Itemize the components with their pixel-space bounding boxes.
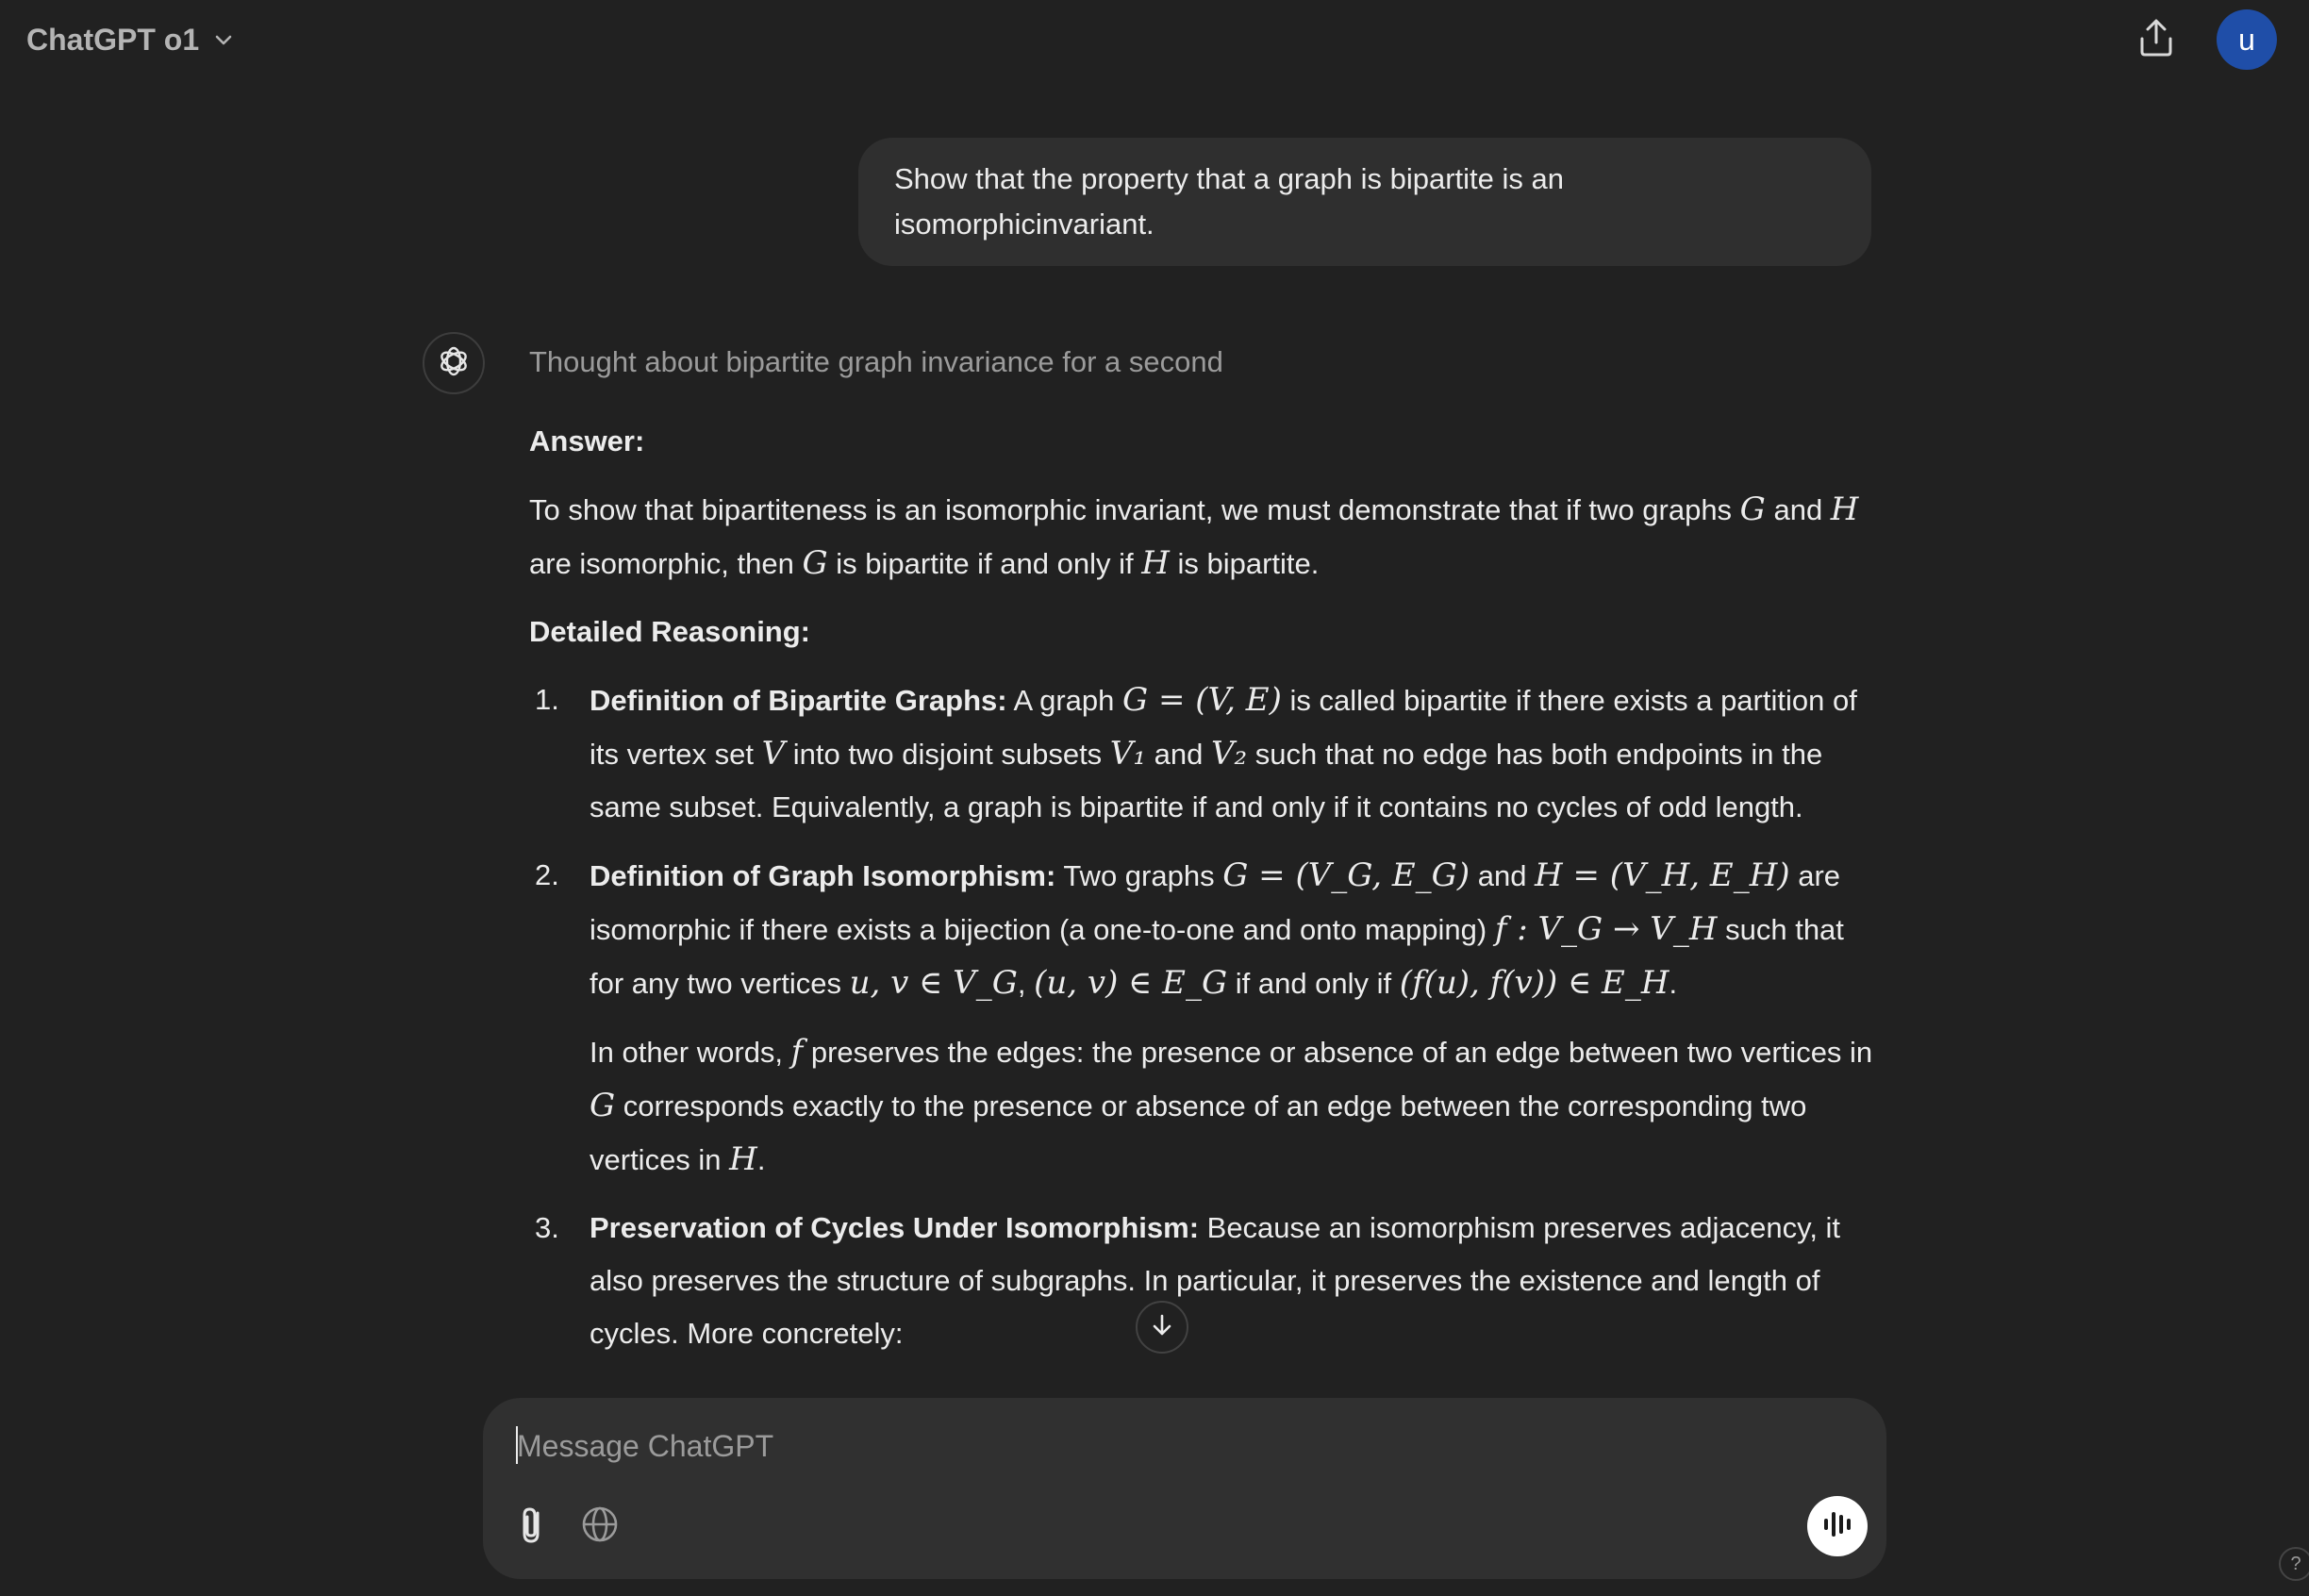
reasoning-heading: Detailed Reasoning: <box>529 615 810 648</box>
answer-heading: Answer: <box>529 424 645 457</box>
voice-waveform-icon <box>1820 1510 1854 1543</box>
help-button[interactable]: ? <box>2279 1547 2309 1581</box>
thought-summary[interactable]: Thought about bipartite graph invariance for a second <box>529 345 1223 378</box>
message-input[interactable] <box>515 1417 1839 1475</box>
share-button[interactable] <box>2130 17 2183 62</box>
answer-intro: To show that bipartiteness is an isomorphic invariant, we must demonstrate that if two graphs G and H are isomorphic, then G is bipartite if and only if H is bipartite. <box>529 490 1859 582</box>
list-number: 2. <box>535 858 559 891</box>
globe-icon <box>581 1505 619 1548</box>
attach-button[interactable] <box>509 1504 555 1549</box>
chevron-down-icon <box>210 26 237 53</box>
list-item-subparagraph: In other words, f preserves the edges: the presence or absence of an edge between two vertices in G corresponds exactly to the presence or absence of an edge between the corresponding two vertices in H. <box>590 1033 1873 1178</box>
model-name: ChatGPT o1 <box>26 22 200 57</box>
openai-logo-icon <box>435 342 473 385</box>
top-bar <box>0 0 2309 79</box>
list-item: 2. Definition of Graph Isomorphism: Two graphs G = (V_G, E_G) and H = (V_H, E_H) are isomorphic if there exists a bijection (a one-to-one and onto mapping) f : V_G → V_H such that for any two vertices u, v ∈ V_G, (u, v) ∈ E_G if and only if (f(u), f(v)) ∈ E_H. In other words, f preserves the edges: the presence or absence of an edge between two vertices in G corresponds exactly to the presence or absence of an edge between the corresponding two vertices in H. <box>529 849 1880 1187</box>
paperclip-icon <box>515 1504 549 1550</box>
list-number: 3. <box>535 1211 559 1244</box>
list-item: 3. Preservation of Cycles Under Isomorphism: Because an isomorphism preserves adjacency, it also preserves the structure of subgraphs. In particular, it preserves the existence and length of cycles. More concretely: <box>529 1202 1880 1360</box>
list-number: 1. <box>535 683 559 716</box>
share-icon <box>2137 18 2175 62</box>
assistant-answer <box>529 415 1880 1375</box>
text-caret <box>516 1426 518 1464</box>
message-composer <box>483 1398 1886 1579</box>
scroll-to-bottom-button[interactable] <box>1136 1301 1188 1354</box>
user-message-text: Show that the property that a graph is bipartite is an isomorphicinvariant. <box>894 162 1564 241</box>
user-avatar[interactable]: u <box>2217 9 2277 70</box>
model-selector[interactable] <box>26 17 237 62</box>
list-item: 1. Definition of Bipartite Graphs: A graph G = (V, E) is called bipartite if there exists a partition of its vertex set V into two disjoint subsets V₁ and V₂ such that no edge has both endpoints in the same subset. Equivalently, a graph is bipartite if and only if it contains no cycles of odd length. <box>529 673 1880 834</box>
arrow-down-icon <box>1148 1311 1176 1344</box>
scroll-fade <box>0 1358 2309 1396</box>
assistant-avatar <box>423 332 485 394</box>
voice-mode-button[interactable] <box>1807 1496 1868 1556</box>
user-message-bubble <box>858 138 1871 266</box>
web-search-button[interactable] <box>577 1504 623 1549</box>
